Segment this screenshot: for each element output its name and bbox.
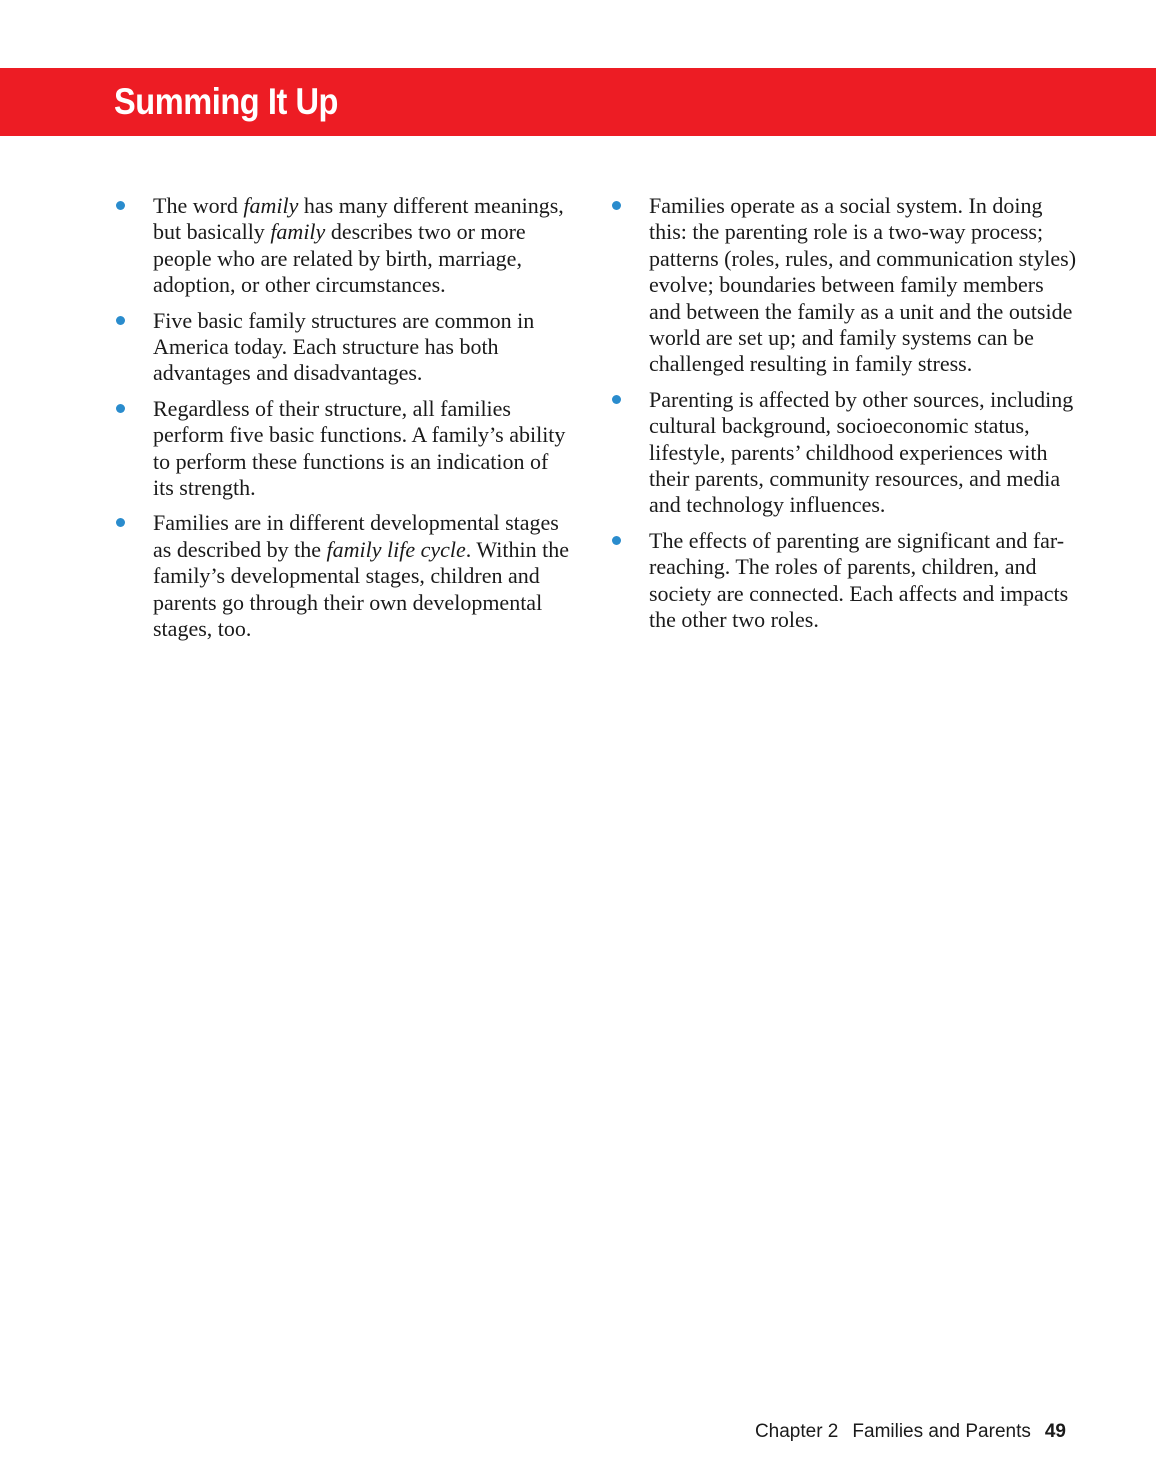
bullet-item xyxy=(114,193,574,299)
bullet-item xyxy=(114,396,574,502)
bullet-text xyxy=(649,387,1073,518)
page-footer xyxy=(755,1419,1066,1445)
left-column xyxy=(114,193,574,652)
bullet-item xyxy=(610,528,1080,634)
bullet-text xyxy=(153,510,569,641)
text-segment: Five basic family structures are common in America today. Each structure has both advantages and disadvantages. xyxy=(153,307,535,386)
bullet-item xyxy=(114,510,574,642)
text-segment: describes two or more people who are related by birth, marriage, adoption, or other circumstances. xyxy=(153,219,526,298)
bullet-item xyxy=(610,387,1080,519)
bullet-item xyxy=(610,193,1080,378)
text-segment: Families operate as a social system. In doing this: the parenting role is a two-way process; patterns (roles, rules, and communication styles) evolve; boundaries between family members and between the family as a unit and the outside world are set up; and family systems can be challenged resulting in family stress. xyxy=(649,193,1077,377)
bullet-text xyxy=(649,528,1068,632)
bullet-dot-icon xyxy=(612,395,621,404)
bullet-dot-icon xyxy=(612,536,621,545)
text-segment: The effects of parenting are significant and far-reaching. The roles of parents, children, and society are connected. Each affects and impacts the other two roles. xyxy=(649,527,1069,633)
bullet-text xyxy=(649,193,1076,376)
bullet-dot-icon xyxy=(612,201,621,210)
bullet-dot-icon xyxy=(116,201,125,210)
header-band xyxy=(0,68,1156,136)
bullet-text xyxy=(153,193,564,297)
bullet-dot-icon xyxy=(116,404,125,413)
text-segment: Families are in different developmental stages as described by the xyxy=(153,510,559,562)
page-number: 49 xyxy=(1044,1421,1066,1442)
text-segment: . Within the family’s developmental stages, children and parents go through their own developmental stages, too. xyxy=(153,536,569,642)
footer-chapter-title: Families and Parents xyxy=(852,1421,1031,1442)
italic-term: family xyxy=(270,219,326,245)
text-segment: Parenting is affected by other sources, including cultural background, socioeconomic status, lifestyle, parents’ childhood experiences with their parents, community resources, and media and technology influences. xyxy=(649,386,1074,518)
right-column xyxy=(610,193,1080,643)
footer-chapter: Chapter 2 xyxy=(754,1421,839,1442)
page-title: Summing It Up xyxy=(114,81,339,122)
italic-term: family life cycle xyxy=(326,536,466,562)
bullet-item xyxy=(114,308,574,387)
text-segment: Regardless of their structure, all families perform five basic functions. A family’s ability to perform these functions is an indication of its strength. xyxy=(153,395,566,501)
text-segment: has many different meanings, but basically xyxy=(153,193,564,245)
bullet-dot-icon xyxy=(116,316,125,325)
text-segment: The word xyxy=(153,193,244,218)
bullet-text xyxy=(153,308,534,386)
bullet-text xyxy=(153,396,565,500)
italic-term: family xyxy=(243,193,299,218)
bullet-dot-icon xyxy=(116,518,125,527)
